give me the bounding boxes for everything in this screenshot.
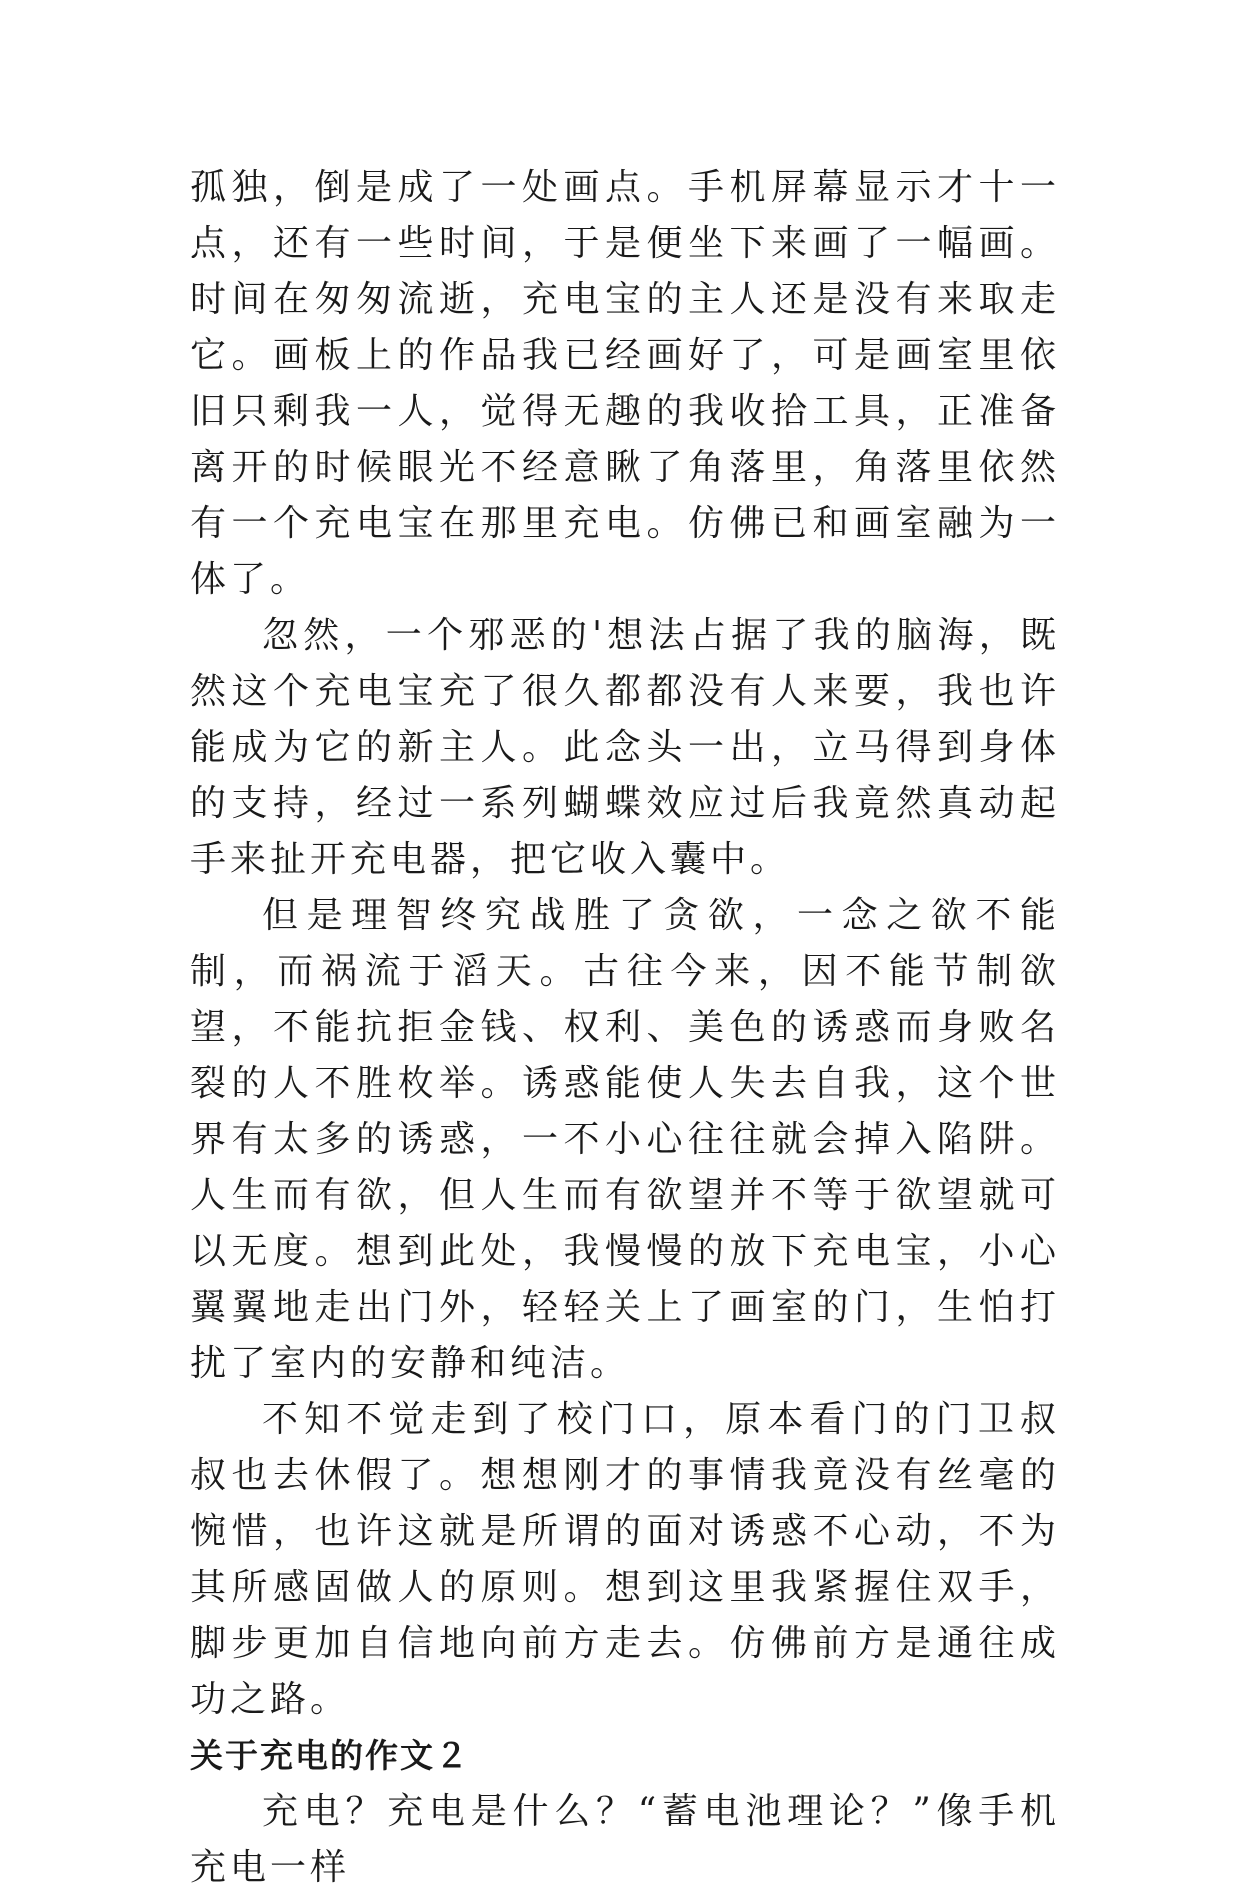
- paragraph-2: 忽然，一个邪恶的'想法占据了我的脑海，既然这个充电宝充了很久都都没有人来要，我也许能成为它的新主人。此念头一出，立马得到身体的支持，经过一系列蝴蝶效应过后我竟然真动起手来扯开充电器，把它收入囊中。: [190, 615, 1060, 880]
- section-title: 关于充电的作文２: [190, 1736, 470, 1775]
- paragraph-5: 充电？充电是什么？“蓄电池理论？”像手机充电一样: [190, 1791, 1060, 1888]
- paragraph-1: 孤独，倒是成了一处画点。手机屏幕显示才十一点，还有一些时间，于是便坐下来画了一幅画。时间在匆匆流逝，充电宝的主人还是没有来取走它。画板上的作品我已经画好了，可是画室里依旧只剩我一人，觉得无趣的我收拾工具，正准备离开的时候眼光不经意瞅了角落里，角落里依然有一个充电宝在那里充电。仿佛已和画室融为一体了。: [190, 167, 1060, 600]
- paragraph-3: 但是理智终究战胜了贪欲，一念之欲不能制，而祸流于滔天。古往今来，因不能节制欲望，不能抗拒金钱、权利、美色的诱惑而身败名裂的人不胜枚举。诱惑能使人失去自我，这个世界有太多的诱惑，一不小心往往就会掉入陷阱。人生而有欲，但人生而有欲望并不等于欲望就可以无度。想到此处，我慢慢的放下充电宝，小心翼翼地走出门外，轻轻关上了画室的门，生怕打扰了室内的安静和纯洁。: [190, 895, 1060, 1384]
- document-body: [190, 160, 1060, 1896]
- paragraph-4: 不知不觉走到了校门口，原本看门的门卫叔叔也去休假了。想想刚才的事情我竟没有丝毫的惋惜，也许这就是所谓的面对诱惑不心动，不为其所感固做人的原则。想到这里我紧握住双手，脚步更加自信地向前方走去。仿佛前方是通往成功之路。: [190, 1399, 1060, 1720]
